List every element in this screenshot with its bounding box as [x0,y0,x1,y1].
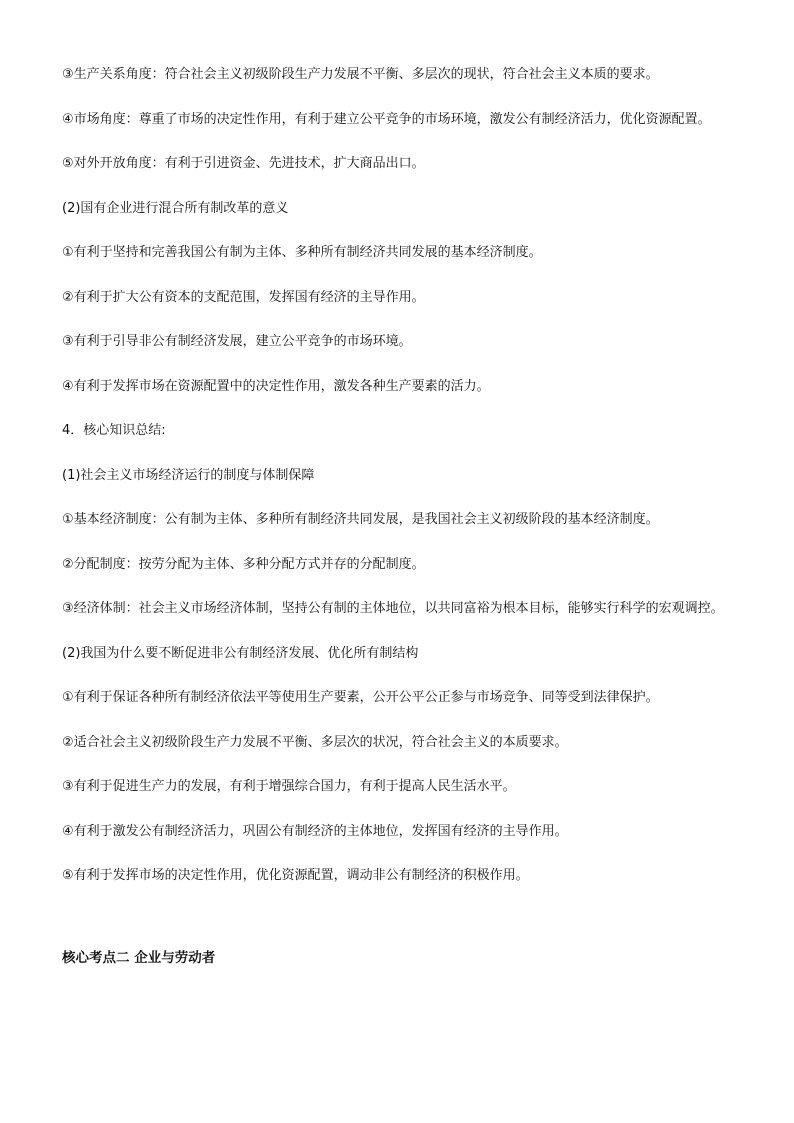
subheading-institutional-guarantee: (1)社会主义市场经济运行的制度与体制保障 [62,467,315,483]
subheading-core-knowledge-summary: 4．核心知识总结: [62,423,166,438]
paragraph-economic-structure: ③经济体制：社会主义市场经济体制，坚持公有制的主体地位，以共同富裕为根本目标，能够实行科学的宏观调控。 [62,601,724,616]
subheading-non-public-economy: (2)我国为什么要不断促进非公有制经济发展、优化所有制结构 [62,645,419,661]
paragraph-non-public-point-2: ②适合社会主义初级阶段生产力发展不平衡、多层次的状况，符合社会主义的本质要求。 [62,734,568,750]
document-page [62,62,734,971]
paragraph-non-public-point-3: ③有利于促进生产力的发展，有利于增强综合国力，有利于提高人民生活水平。 [62,779,516,794]
paragraph-non-public-point-5: ⑤有利于发挥市场的决定性作用，优化资源配置，调动非公有制经济的积极作用。 [62,868,529,883]
paragraph-reform-point-2: ②有利于扩大公有资本的支配范围，发挥国有经济的主导作用。 [62,289,425,305]
paragraph-non-public-point-4: ④有利于激发公有制经济活力，巩固公有制经济的主体地位，发挥国有经济的主导作用。 [62,823,568,839]
paragraph-market-angle: ④市场角度：尊重了市场的决定性作用，有利于建立公平竞争的市场环境，激发公有制经济活力，优化资源配置。 [62,111,711,127]
paragraph-reform-point-3: ③有利于引导非公有制经济发展，建立公平竞争的市场环境。 [62,334,412,349]
paragraph-opening-up-angle: ⑤对外开放角度：有利于引进资金、先进技术，扩大商品出口。 [62,156,425,171]
paragraph-non-public-point-1: ①有利于保证各种所有制经济依法平等使用生产要素，公开公平公正参与市场竞争、同等受到法律保护。 [62,690,659,705]
paragraph-reform-point-4: ④有利于发挥市场在资源配置中的决定性作用，激发各种生产要素的活力。 [62,378,490,394]
section-heading: 核心考点二 企业与劳动者 [62,950,216,966]
paragraph-relations-of-production: ③生产关系角度：符合社会主义初级阶段生产力发展不平衡、多层次的现状，符合社会主义本质的要求。 [62,67,659,82]
paragraph-basic-economic-system: ①基本经济制度：公有制为主体、多种所有制经济共同发展，是我国社会主义初级阶段的基本经济制度。 [62,512,659,527]
paragraph-reform-point-1: ①有利于坚持和完善我国公有制为主体、多种所有制经济共同发展的基本经济制度。 [62,245,542,260]
paragraph-distribution-system: ②分配制度：按劳分配为主体、多种分配方式并存的分配制度。 [62,556,425,572]
subheading-mixed-ownership-reform: (2)国有企业进行混合所有制改革的意义 [62,200,289,216]
